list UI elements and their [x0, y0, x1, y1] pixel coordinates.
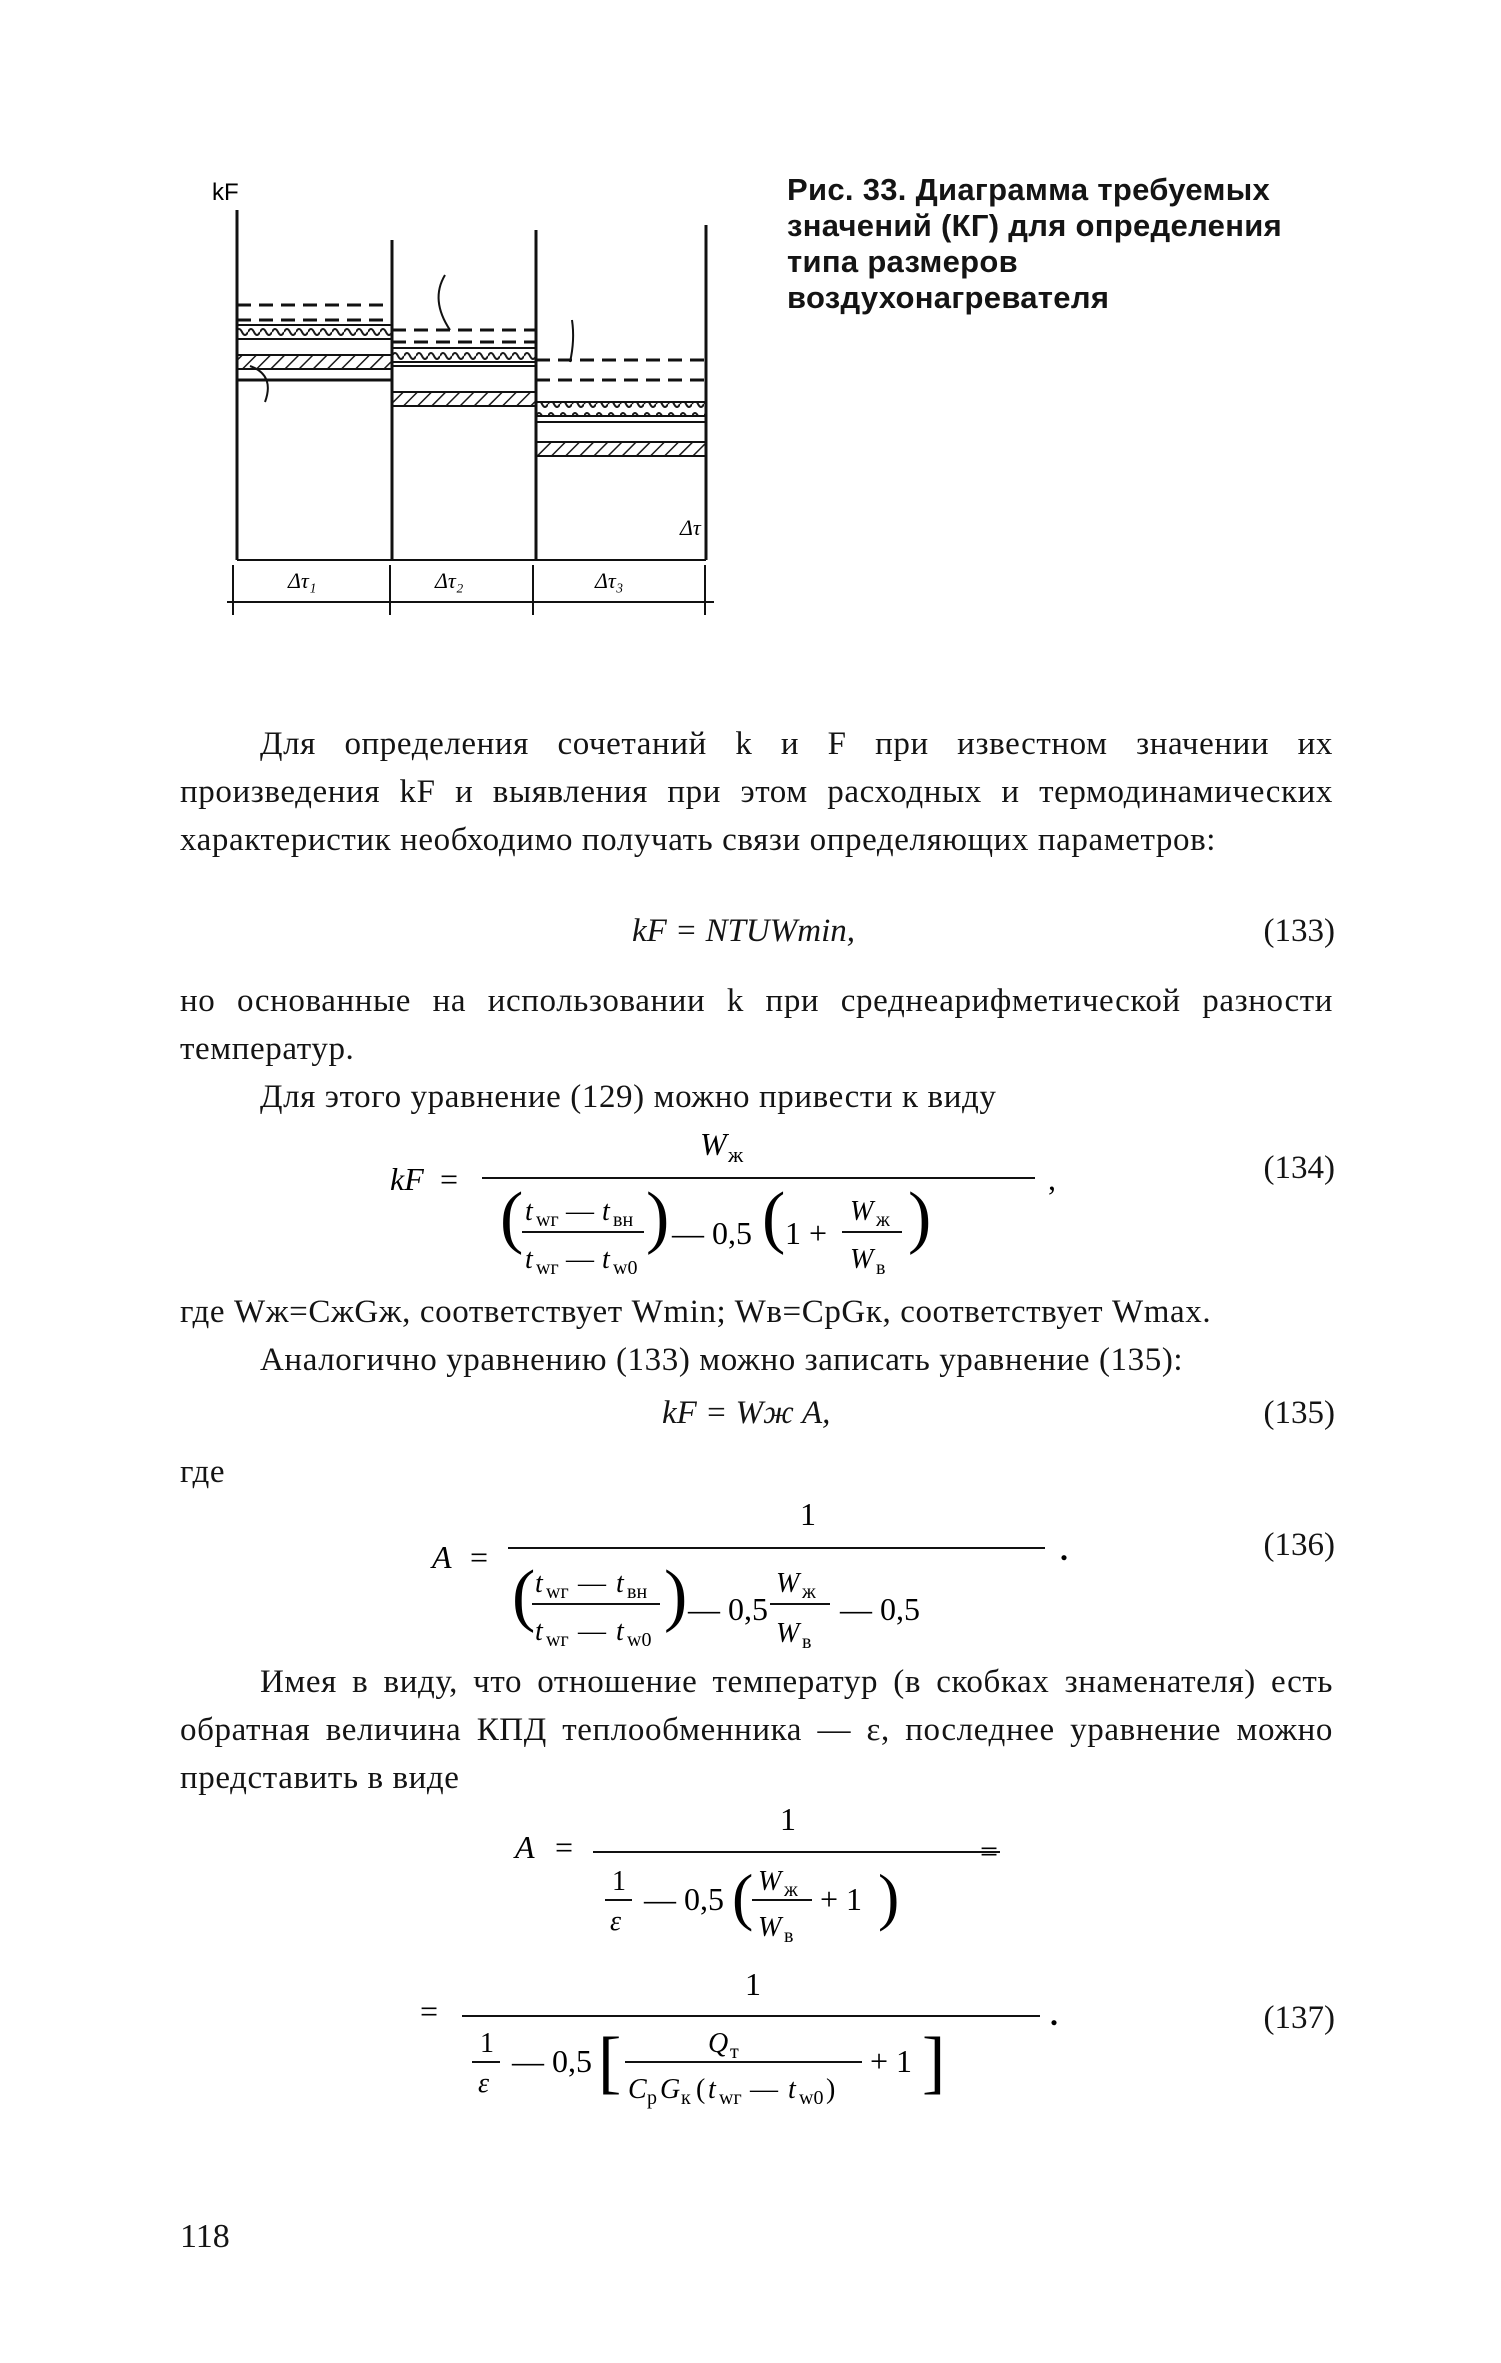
svg-text:): ) — [908, 1179, 932, 1256]
svg-text:W: W — [700, 1126, 727, 1162]
paragraph-5 — [180, 1658, 1333, 1802]
wave-band — [536, 402, 706, 416]
svg-text:=: = — [440, 1161, 459, 1197]
svg-text:W: W — [758, 1912, 782, 1943]
svg-text:1: 1 — [780, 1801, 796, 1837]
svg-text:—: — — [750, 2074, 778, 2105]
svg-text:[: [ — [598, 2024, 622, 2101]
y-axis-label: kF — [212, 179, 239, 206]
svg-text:ж: ж — [784, 1879, 798, 1901]
svg-text:1: 1 — [480, 2028, 494, 2059]
svg-text:t: t — [708, 2074, 716, 2105]
svg-text:.: . — [1050, 1996, 1058, 2032]
svg-text:(: ( — [512, 1557, 536, 1634]
hatch-band — [237, 355, 392, 369]
svg-text:ε: ε — [478, 2068, 490, 2099]
svg-text:): ) — [878, 1861, 900, 1932]
wave-band — [392, 348, 536, 362]
svg-text:=: = — [420, 1993, 439, 2029]
svg-text:—: — — [578, 1568, 606, 1599]
equation-135: kF = Wж A, — [662, 1395, 831, 1431]
svg-text:]: ] — [922, 2024, 946, 2101]
svg-text:t: t — [535, 1568, 543, 1599]
svg-text:G: G — [660, 2074, 681, 2105]
svg-text:ж: ж — [802, 1581, 816, 1603]
svg-text:t: t — [535, 1616, 543, 1647]
svg-text:t: t — [525, 1196, 533, 1227]
figure-diagram — [200, 170, 740, 630]
svg-text:t: t — [525, 1244, 533, 1275]
svg-text:т: т — [730, 2041, 739, 2063]
svg-text:1: 1 — [800, 1496, 816, 1532]
svg-text:): ) — [826, 2074, 836, 2105]
svg-text:— 0,5: — 0,5 — [512, 2043, 592, 2079]
hatch-band — [392, 392, 536, 406]
svg-text:w0: w0 — [613, 1257, 638, 1279]
interval-label-1: Δτ₁ — [288, 568, 317, 593]
svg-text:вн: вн — [613, 1209, 634, 1231]
svg-text:(: ( — [732, 1861, 754, 1932]
svg-text:A: A — [432, 1539, 452, 1575]
svg-text:в: в — [802, 1631, 812, 1653]
svg-text:к: к — [681, 2087, 691, 2109]
paragraph-1 — [180, 720, 1333, 864]
svg-text:— 0,5: — 0,5 — [840, 1591, 920, 1627]
svg-text:wг: wг — [536, 1209, 559, 1231]
svg-text:=: = — [980, 1833, 999, 1869]
svg-text:W: W — [850, 1196, 874, 1227]
svg-text:W: W — [776, 1568, 800, 1599]
figure-caption: Рис. 33. Диаграмма требуемых значений (КГ) для определения типа размеров воздухонагревателя — [787, 172, 1282, 315]
svg-text:ε: ε — [610, 1906, 622, 1937]
svg-text:wг: wг — [546, 1581, 569, 1603]
svg-text:—: — — [566, 1244, 594, 1275]
svg-text:C: C — [628, 2074, 647, 2105]
paragraph-text: Имея в виду, что отношение температур (в скобках знаменателя) есть обратная величина КПД теплообменника — ε, последнее уравнение можно представить в виде — [180, 1664, 1333, 1796]
svg-text:(: ( — [762, 1179, 786, 1256]
paragraph-2 — [180, 977, 1333, 1121]
wave-band — [237, 325, 392, 339]
svg-text:— 0,5: — 0,5 — [672, 1215, 752, 1251]
interval-label-3: Δτ₃ — [595, 568, 624, 593]
leader-line — [570, 320, 573, 362]
svg-text:t: t — [602, 1196, 610, 1227]
svg-text:Q: Q — [708, 2028, 729, 2059]
svg-text:—: — — [578, 1616, 606, 1647]
equation-number-135: (135) — [1263, 1395, 1335, 1431]
svg-text:+ 1: + 1 — [820, 1881, 863, 1917]
svg-text:в: в — [876, 1257, 886, 1279]
svg-text:1 +: 1 + — [785, 1215, 828, 1251]
svg-text:t: t — [616, 1616, 624, 1647]
svg-text:— 0,5: — 0,5 — [688, 1591, 768, 1627]
svg-text:+ 1: + 1 — [870, 2043, 913, 2079]
svg-text:=: = — [555, 1829, 574, 1865]
paragraph-where-1 — [180, 1288, 1333, 1384]
svg-text:wг: wг — [536, 1257, 559, 1279]
paragraph-text: где — [180, 1454, 226, 1490]
paragraph-text: где Wж=CжGж, соответствует Wmin; Wв=CрGк, соответствует Wmax. — [180, 1294, 1212, 1330]
svg-text:р: р — [647, 2087, 657, 2109]
svg-text:ж: ж — [728, 1142, 744, 1167]
svg-text:в: в — [784, 1925, 794, 1947]
svg-text:t: t — [616, 1568, 624, 1599]
paragraph-where-2 — [180, 1448, 1333, 1496]
equation-134 — [380, 1120, 1080, 1290]
interval-label-2: Δτ₂ — [435, 568, 464, 593]
leader-line — [250, 366, 268, 402]
svg-text:,: , — [1048, 1161, 1056, 1197]
svg-text:(: ( — [500, 1179, 524, 1256]
svg-text:.: . — [1060, 1531, 1068, 1567]
svg-text:t: t — [602, 1244, 610, 1275]
equation-number-136: (136) — [1263, 1527, 1335, 1563]
svg-text:wг: wг — [546, 1629, 569, 1651]
equation-number-137: (137) — [1263, 2000, 1335, 2036]
svg-text:—: — — [566, 1196, 594, 1227]
svg-text:— 0,5: — 0,5 — [644, 1881, 724, 1917]
page-number: 118 — [180, 2218, 230, 2255]
svg-text:вн: вн — [627, 1581, 648, 1603]
svg-text:W: W — [758, 1866, 782, 1897]
equation-136 — [420, 1490, 1100, 1660]
leader-line — [439, 275, 450, 330]
svg-text:(: ( — [696, 2074, 706, 2105]
svg-text:A: A — [515, 1829, 535, 1865]
svg-text:W: W — [776, 1618, 800, 1649]
hatch-band — [536, 442, 706, 456]
svg-text:wг: wг — [719, 2087, 742, 2109]
svg-text:ж: ж — [876, 1209, 890, 1231]
paragraph-text: Для определения сочетаний k и F при известном значении их произведения kF и выявления при этом расходных и термодинамических характеристик необходимо получать связи определяющих параметров: — [180, 726, 1333, 858]
svg-text:w0: w0 — [627, 1629, 652, 1651]
paragraph-text: но основанные на использовании k при среднеарифметической разности температур. — [180, 983, 1333, 1067]
svg-text:): ) — [664, 1557, 688, 1634]
paragraph-text: Для этого уравнение (129) можно привести к виду — [260, 1079, 997, 1115]
svg-text:1: 1 — [745, 1966, 761, 2002]
svg-text:W: W — [850, 1244, 874, 1275]
svg-text:): ) — [646, 1179, 670, 1256]
svg-text:kF: kF — [390, 1161, 424, 1197]
equation-133: kF = NTUWmin, — [632, 913, 856, 949]
paragraph-text: Аналогично уравнению (133) можно записать уравнение (135): — [260, 1342, 1184, 1378]
dt-axis-label: Δτ — [680, 515, 701, 540]
svg-text:1: 1 — [612, 1866, 626, 1897]
svg-text:w0: w0 — [799, 2087, 824, 2109]
svg-text:t: t — [788, 2074, 796, 2105]
equation-number-134: (134) — [1263, 1150, 1335, 1186]
svg-text:=: = — [470, 1539, 489, 1575]
equation-number-133: (133) — [1263, 913, 1335, 949]
equation-137 — [400, 1800, 1120, 2120]
